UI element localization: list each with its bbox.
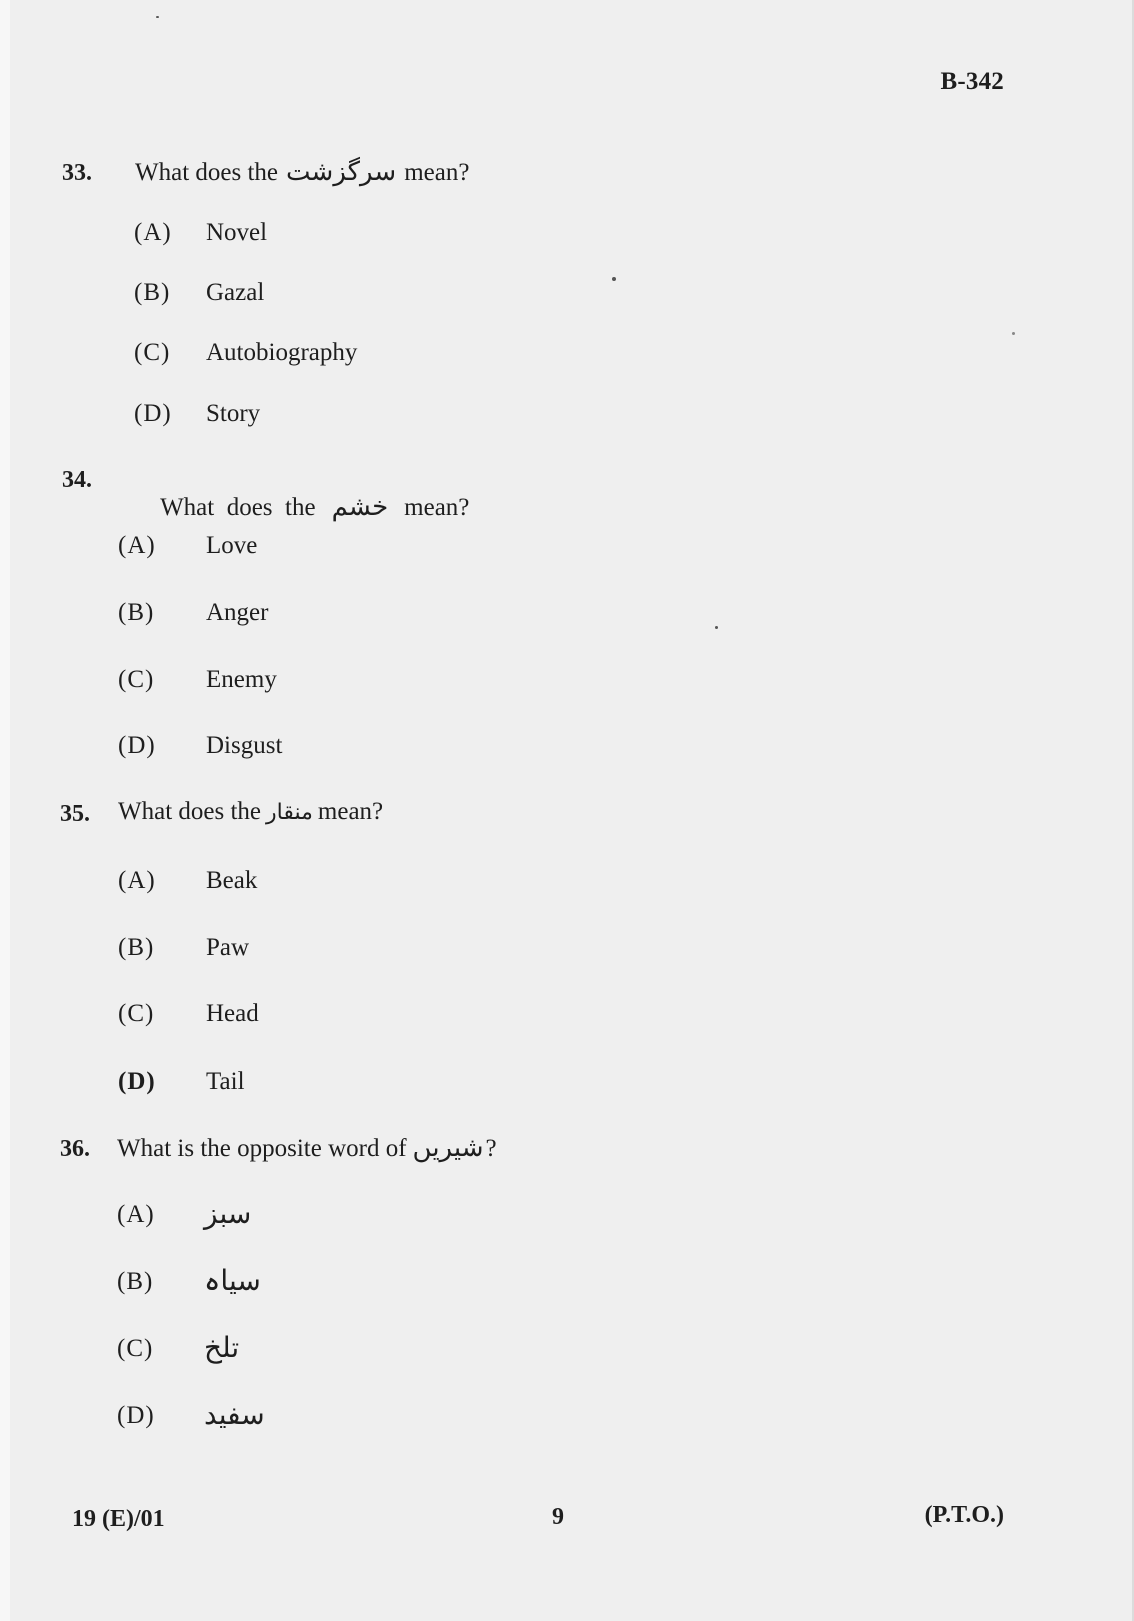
- option-text-d: سفید: [204, 1398, 265, 1431]
- paper-series: 19 (E)/01: [72, 1506, 165, 1532]
- paper-code: B-342: [940, 68, 1004, 95]
- scan-speck: [156, 16, 159, 18]
- option-label-a: (A): [134, 219, 172, 246]
- option-text-b: سیاہ: [204, 1264, 261, 1297]
- option-text-b: Anger: [206, 599, 269, 626]
- scan-speck: [612, 277, 616, 281]
- option-text-d: Disgust: [206, 732, 283, 759]
- page-left-margin: [0, 0, 10, 1621]
- exam-page: [10, 0, 1134, 1621]
- option-label-b: (B): [117, 1268, 154, 1295]
- question-text: [123, 464, 469, 550]
- urdu-word: خشم: [331, 492, 389, 522]
- question-prefix: What does the: [160, 494, 316, 521]
- option-label-a: (A): [117, 1201, 155, 1228]
- question-number: 35.: [60, 801, 90, 827]
- question-text: [117, 1133, 497, 1163]
- option-label-a: (A): [118, 532, 156, 559]
- option-label-d: (D): [118, 1068, 156, 1095]
- option-label-d: (D): [134, 400, 172, 427]
- option-text-b: Gazal: [206, 279, 265, 306]
- option-label-b: (B): [134, 279, 171, 306]
- pto-note: (P.T.O.): [924, 1502, 1004, 1528]
- scan-speck: [715, 626, 718, 629]
- option-label-b: (B): [118, 934, 155, 961]
- urdu-word: سرگزشت: [286, 157, 397, 187]
- option-text-a: Love: [206, 532, 258, 559]
- option-label-c: (C): [118, 1000, 155, 1027]
- question-prefix: What is the opposite word of: [117, 1135, 407, 1162]
- scan-speck: [1012, 332, 1015, 335]
- page-number: 9: [552, 1504, 564, 1530]
- option-text-a: Novel: [206, 219, 268, 246]
- question-suffix: ?: [485, 1135, 497, 1162]
- option-text-d: Tail: [206, 1068, 245, 1095]
- option-text-a: سبز: [204, 1197, 252, 1230]
- option-text-c: Enemy: [206, 666, 277, 693]
- question-text: [135, 157, 469, 187]
- option-label-a: (A): [118, 867, 156, 894]
- question-text: [118, 798, 383, 826]
- question-suffix: mean?: [404, 494, 470, 521]
- question-prefix: What does the: [135, 159, 279, 186]
- question-number: 36.: [60, 1136, 90, 1162]
- option-label-b: (B): [118, 599, 155, 626]
- option-text-c: تلخ: [204, 1331, 240, 1364]
- urdu-word: شیریں: [412, 1133, 484, 1163]
- option-text-d: Story: [206, 400, 261, 427]
- option-text-c: Head: [206, 1000, 259, 1027]
- option-text-c: Autobiography: [206, 339, 358, 366]
- option-label-d: (D): [117, 1402, 155, 1429]
- question-number: 34.: [62, 467, 92, 493]
- option-label-d: (D): [118, 732, 156, 759]
- option-label-c: (C): [134, 339, 171, 366]
- option-label-c: (C): [117, 1335, 154, 1362]
- urdu-word: منقار: [266, 800, 313, 825]
- option-text-a: Beak: [206, 867, 258, 894]
- question-suffix: mean?: [317, 798, 384, 825]
- option-text-b: Paw: [206, 934, 250, 961]
- question-prefix: What does the: [118, 798, 262, 825]
- question-number: 33.: [62, 160, 92, 186]
- option-label-c: (C): [118, 666, 155, 693]
- question-suffix: mean?: [404, 159, 470, 186]
